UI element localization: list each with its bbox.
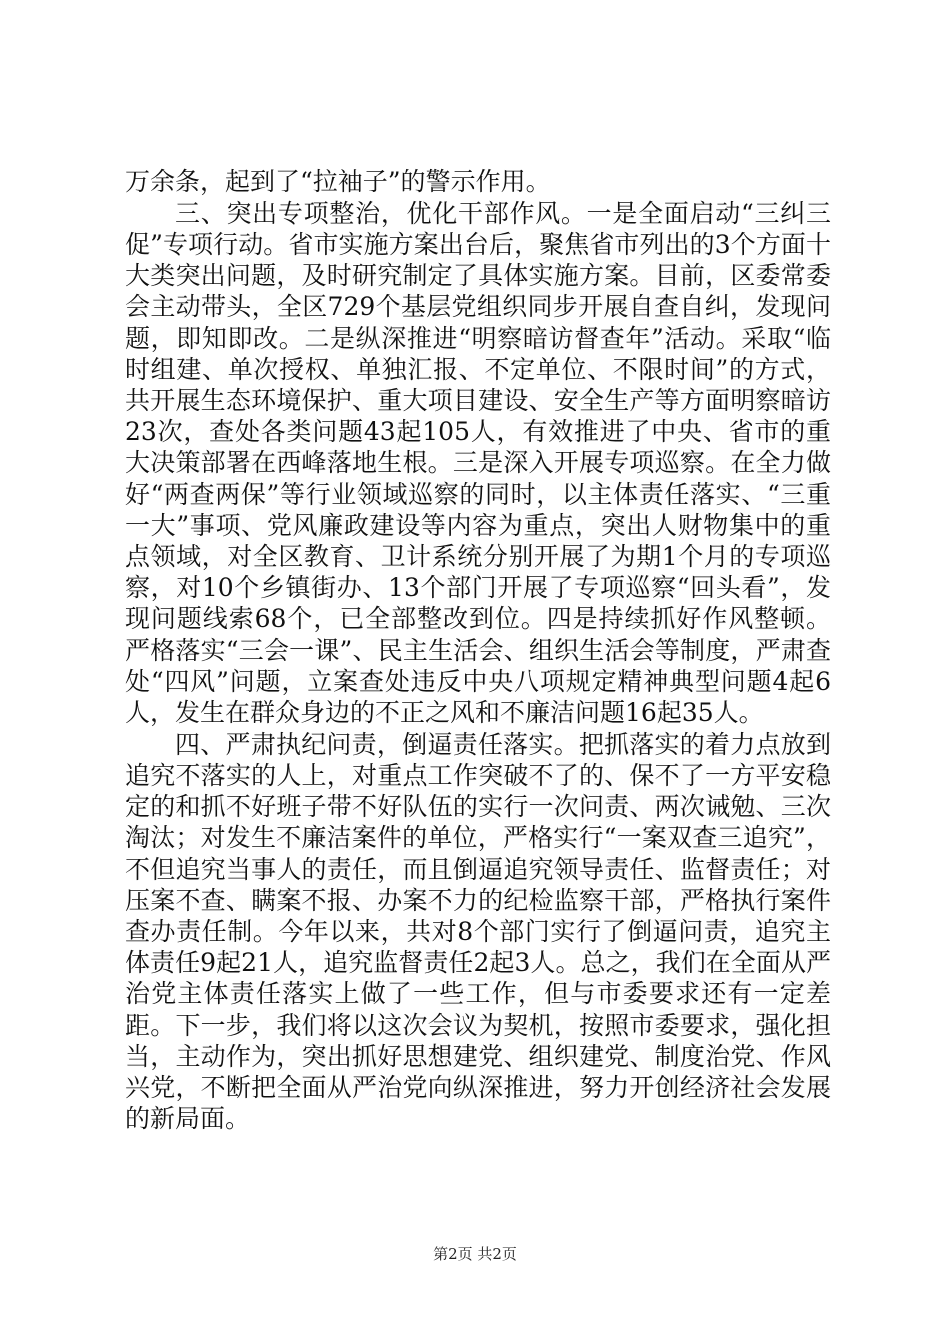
document-body bbox=[125, 166, 831, 1135]
paragraph-section-three: 三、突出专项整治，优化干部作风。一是全面启动“三纠三促”专项行动。省市实施方案出台后，聚焦省市列出的3个方面十大类突出问题，及时研究制定了具体实施方案。目前，区委常委会主动带头，全区729个基层党组织同步开展自查自纠，发现问题，即知即改。二是纵深推进“明察暗访督查年”活动。采取“临时组建、单次授权、单独汇报、不定单位、不限时间”的方式，共开展生态环境保护、重大项目建设、安全生产等方面明察暗访23次，查处各类问题43起105人，有效推进了中央、省市的重大决策部署在西峰落地生根。三是深入开展专项巡察。在全力做好“两查两保”等行业领域巡察的同时，以主体责任落实、“三重一大”事项、党风廉政建设等内容为重点，突出人财物集中的重点领域，对全区教育、卫计系统分别开展了为期1个月的专项巡察，对10个乡镇街办、13个部门开展了专项巡察“回头看”，发现问题线索68个，已全部整改到位。四是持续抓好作风整顿。严格落实“三会一课”、民主生活会、组织生活会等制度，严肃查处“四风”问题，立案查处违反中央八项规定精神典型问题4起6人，发生在群众身边的不正之风和不廉洁问题16起35人。 bbox=[125, 198, 831, 728]
paragraph-section-four: 四、严肃执纪问责，倒逼责任落实。把抓落实的着力点放到追究不落实的人上，对重点工作突破不了的、保不了一方平安稳定的和抓不好班子带不好队伍的实行一次问责、两次诫勉、三次淘汰；对发生不廉洁案件的单位，严格实行“一案双查三追究”，不但追究当事人的责任，而且倒逼追究领导责任、监督责任；对压案不查、瞒案不报、办案不力的纪检监察干部，严格执行案件查办责任制。今年以来，共对8个部门实行了倒逼问责，追究主体责任9起21人，追究监督责任2起3人。总之，我们在全面从严治党主体责任落实上做了一些工作，但与市委要求还有一定差距。下一步，我们将以这次会议为契机，按照市委要求，强化担当，主动作为，突出抓好思想建党、组织建党、制度治党、作风兴党，不断把全面从严治党向纵深推进，努力开创经济社会发展的新局面。 bbox=[125, 729, 831, 1134]
page-footer: 第2页 共2页 bbox=[433, 1245, 517, 1263]
paragraph-continuation: 万余条，起到了“拉袖子”的警示作用。 bbox=[125, 167, 551, 196]
